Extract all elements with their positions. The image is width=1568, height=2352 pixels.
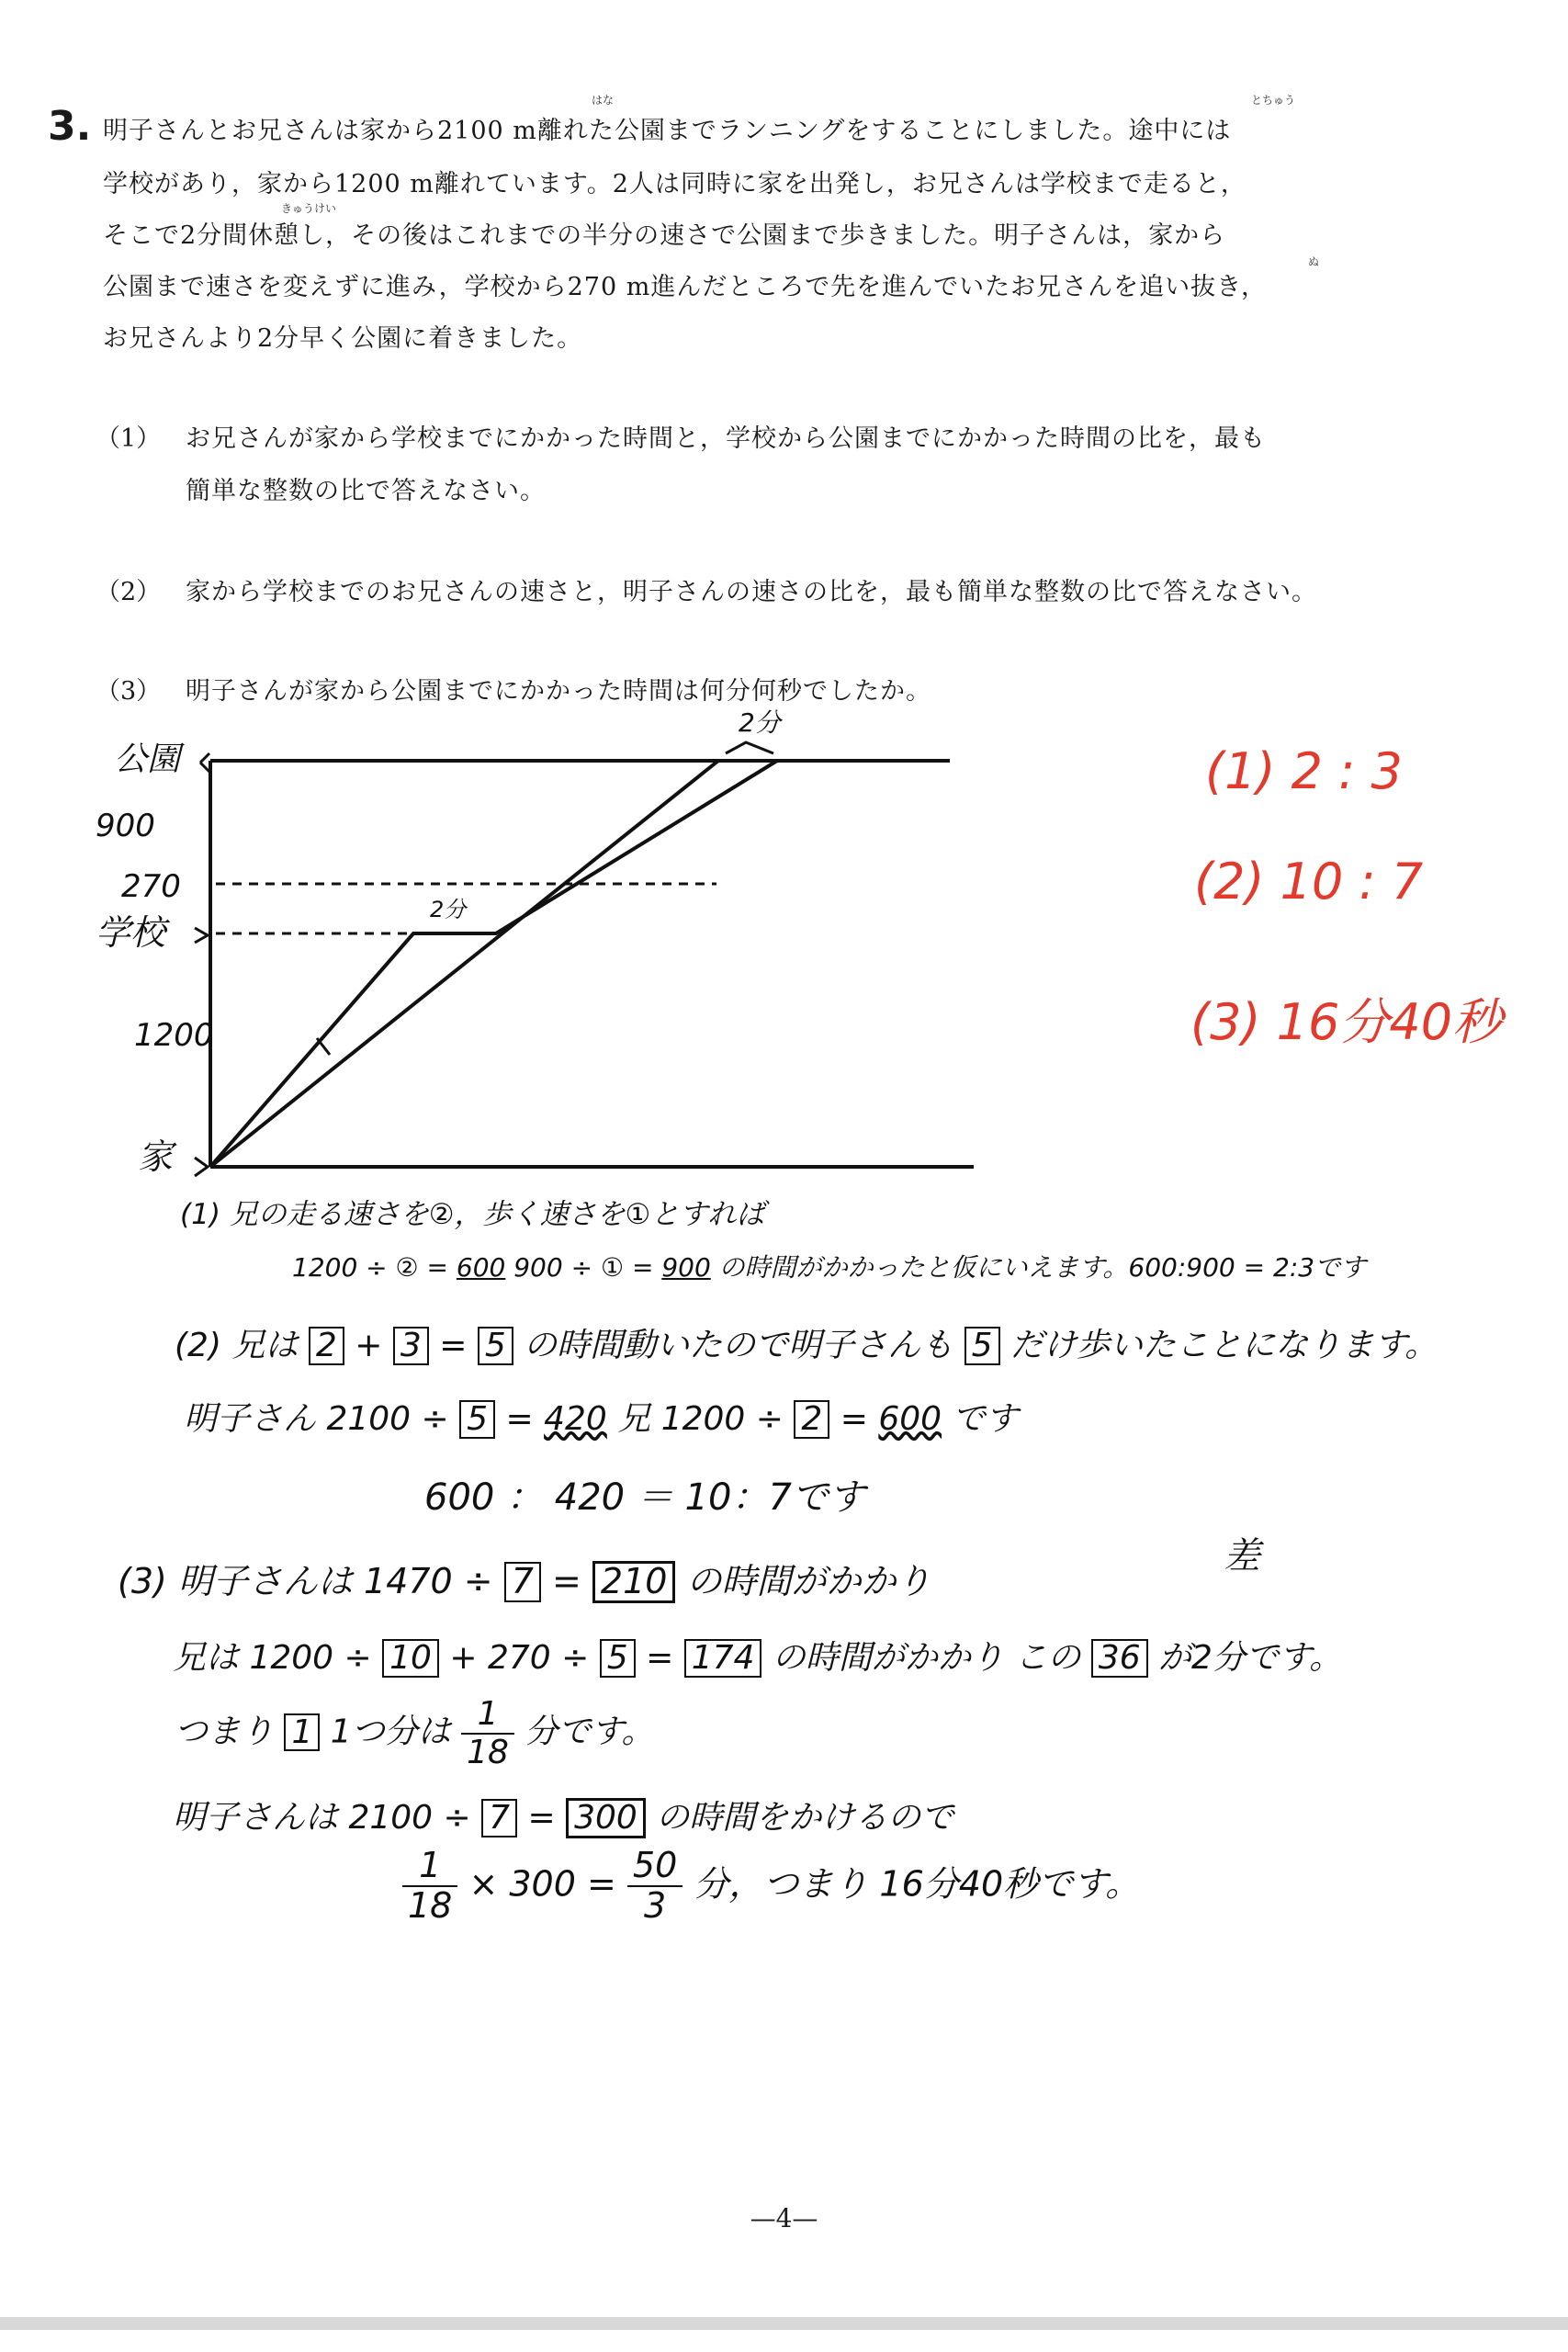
subquestion-1-line-1: お兄さんが家から学校までにかかった時間と，学校から公園までにかかった時間の比を，最も (186, 424, 1266, 453)
answer-2: (2) 10 : 7 (1194, 853, 1424, 910)
subquestion-3-label: （3） (96, 677, 162, 706)
solution-1-conclusion: の時間がかかったと仮にいえます。600:900 = 2:3です (710, 1252, 1367, 1283)
solution-1-calc-a: 1200 ÷ ② = (292, 1252, 457, 1283)
solution-1-value-900: 900 (661, 1252, 711, 1283)
solution-1-line-1: (1) 兄の走る速さを②，歩く速さを①とすれば (180, 1198, 765, 1231)
graph-label-1200: 1200 (134, 1017, 214, 1054)
solution-3-box-174: 174 (684, 1639, 762, 1678)
subquestion-2-label: （2） (96, 578, 162, 606)
solution-3-times-300: × 300 = (457, 1863, 627, 1905)
answer-1: (1) 2 : 3 (1205, 742, 1403, 800)
solution-2-akiko-calc: 明子さん 2100 ÷ (184, 1400, 460, 1438)
solution-2-box-2: 2 (309, 1327, 344, 1365)
ruby-hanare: はな (592, 94, 615, 107)
solution-3-diff-label: 差 (1224, 1535, 1260, 1577)
solution-1-value-600: 600 (456, 1252, 506, 1283)
page-number: —4— (750, 2203, 818, 2233)
question-number: 3. (48, 103, 92, 150)
solution-3-text-b: の時間がかかり この (761, 1639, 1091, 1677)
solution-2-brother-calc: 兄 1200 ÷ (606, 1400, 795, 1438)
solution-2-line-3: 600 ： 420 ＝ 10：7です (424, 1476, 865, 1519)
solution-3-plus: + 270 ÷ (438, 1639, 600, 1677)
subquestion-3-line-1: 明子さんが家から公園までにかかった時間は何分何秒でしたか。 (186, 677, 931, 706)
solution-2-text-c: だけ歩いたことになります。 (999, 1327, 1438, 1364)
solution-1-calc-b: 900 ÷ ① = (505, 1252, 662, 1283)
solution-1-line-2 (292, 1248, 1366, 1284)
solution-3-akiko-calc: (3) 明子さんは 1470 ÷ (118, 1561, 504, 1601)
solution-3-fraction-a (402, 1847, 457, 1926)
question-line-2: 学校があり，家から1200 m離れています。2人は同時に家を出発し，お兄さんは学校まで走ると， (103, 170, 1247, 198)
solution-2-box-5b: 5 (964, 1327, 1000, 1365)
graph-label-900: 900 (96, 808, 155, 844)
graph-note-top: 2分 (739, 707, 781, 738)
question-line-3: そこで2分間休憩し，その後はこれまでの半分の速さで公園まで歩きました。明子さんは，家から (103, 221, 1226, 250)
fraction-denominator: 18 (467, 1733, 509, 1771)
solution-3-line-5 (402, 1847, 1140, 1926)
ruby-kyuukei: きゅうけい (281, 202, 337, 215)
fraction-b-numerator: 50 (627, 1847, 682, 1887)
solution-3-text-c: が2分です。 (1147, 1639, 1343, 1677)
solution-3-line-3 (175, 1696, 655, 1770)
solution-2-text-a: (2) 兄は (175, 1327, 309, 1364)
bottom-scan-edge (0, 2317, 1568, 2330)
solution-2-box-3: 3 (393, 1327, 429, 1365)
fraction-numerator: 1 (461, 1696, 514, 1735)
graph-note-rest: 2分 (430, 897, 467, 922)
graph-label-park: 公園 (114, 741, 181, 778)
graph-label-270: 270 (121, 868, 181, 905)
answer-3: (3) 16分40秒 (1190, 993, 1503, 1051)
solution-2-value-600: 600 (878, 1400, 942, 1438)
solution-3-equals-c: = (517, 1799, 567, 1837)
graph-label-home: 家 (138, 1136, 174, 1177)
solution-3-final: 分，つまり 16分40秒です。 (682, 1863, 1141, 1905)
solution-3-hitotsu: 1つ分は (320, 1713, 462, 1751)
solution-2-equals-c: = (829, 1400, 879, 1438)
solution-3-box-5: 5 (600, 1639, 636, 1678)
graph-tick-school (195, 928, 208, 943)
solution-3-box-7: 7 (504, 1562, 541, 1602)
solution-3-tsumari: つまり (175, 1713, 285, 1751)
solution-3-fraction-1-18 (461, 1696, 514, 1770)
solution-3-brother-calc: 兄は 1200 ÷ (173, 1639, 383, 1677)
question-line-5: お兄さんより2分早く公園に着きました。 (103, 324, 583, 353)
solution-3-box-10: 10 (382, 1639, 439, 1678)
solution-3-text-a: の時間がかかり (675, 1561, 931, 1601)
solution-2-equals: = (428, 1327, 478, 1364)
graph-tick-home (195, 1158, 208, 1176)
ruby-tochuu: とちゅう (1251, 94, 1296, 107)
solution-3-fraction-b (627, 1847, 682, 1926)
solution-3-line-4 (173, 1792, 953, 1838)
question-line-1: 明子さんとお兄さんは家から2100 m離れた公園までランニングをすることにしました。途中には (103, 117, 1232, 145)
solution-3-line-1 (118, 1553, 931, 1603)
solution-2-box-5c: 5 (459, 1400, 495, 1439)
solution-2-plus: + (344, 1327, 393, 1364)
solution-2-line-1 (175, 1319, 1438, 1366)
solution-3-akiko-total-calc: 明子さんは 2100 ÷ (173, 1799, 482, 1837)
solution-3-fun-desu: 分です。 (513, 1713, 655, 1751)
brother-line (210, 761, 777, 1167)
solution-2-box-2b: 2 (794, 1400, 829, 1439)
subquestion-1-label: （1） (96, 424, 162, 453)
solution-3-box-300: 300 (566, 1798, 646, 1838)
graph-label-school: 学校 (96, 912, 166, 953)
solution-3-box-7b: 7 (481, 1799, 517, 1838)
akiko-line (210, 761, 718, 1167)
question-line-4: 公園まで速さを変えずに進み，学校から270 m進んだところで先を進んでいたお兄さんを追い抜き， (103, 273, 1267, 301)
top-arrow (726, 742, 773, 753)
solution-3-line-2 (173, 1632, 1342, 1679)
subquestion-2-line-1: 家から学校までのお兄さんの速さと，明子さんの速さの比を，最も簡単な整数の比で答えなさい。 (186, 578, 1317, 606)
solution-3-box-1: 1 (284, 1713, 320, 1752)
solution-2-text-b: の時間動いたので明子さんも (513, 1327, 964, 1364)
solution-3-equals: = (540, 1561, 592, 1601)
solution-3-equals-b: = (635, 1639, 684, 1677)
fraction-a-denominator: 18 (408, 1884, 453, 1926)
solution-3-box-210: 210 (592, 1561, 676, 1603)
subquestion-1-line-2: 簡単な整数の比で答えなさい。 (186, 477, 546, 505)
solution-2-equals-b: = (495, 1400, 545, 1438)
graph-tick-park (200, 753, 209, 772)
graph-small-mark (317, 1038, 330, 1055)
fraction-b-denominator: 3 (643, 1884, 667, 1926)
solution-2-line-2 (184, 1393, 1019, 1440)
solution-2-desu: です (942, 1400, 1019, 1438)
solution-3-box-36: 36 (1091, 1639, 1148, 1678)
ruby-nuki: ぬ (1308, 255, 1320, 268)
solution-2-box-5: 5 (478, 1327, 513, 1365)
solution-3-text-d: の時間をかけるので (645, 1799, 954, 1837)
solution-2-value-420: 420 (544, 1400, 607, 1438)
fraction-a-numerator: 1 (402, 1847, 457, 1887)
